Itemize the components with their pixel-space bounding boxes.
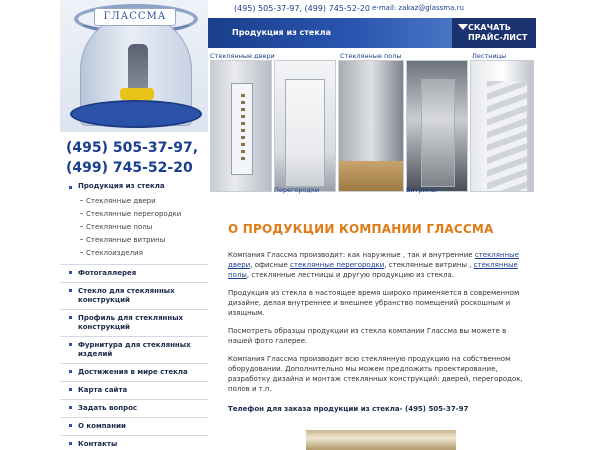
nav-sub-showcases[interactable] xyxy=(60,234,208,247)
nav-label: Продукция из стекла xyxy=(78,182,165,190)
gallery-label-showcases[interactable]: Витрины xyxy=(406,186,437,194)
nav-label: Стеклянные перегородки xyxy=(86,210,182,218)
paragraph-4: Компания Глассма производит всю стеклянную продукцию на собственном оборудовании. Дополнительно мы можем предложить проектирование, разработку дизайна и монтаж стеклянных конструкций: дверей, перегородок, полов и т.п. xyxy=(228,355,523,393)
nav-ask-question[interactable] xyxy=(60,399,208,417)
nav-label: О компании xyxy=(78,422,126,430)
page-heading: О ПРОДУКЦИИ КОМПАНИИ ГЛАССМА xyxy=(228,222,494,236)
logo[interactable]: ГЛАССМА xyxy=(94,8,176,26)
section-title-bar xyxy=(208,18,452,48)
nav-products[interactable] xyxy=(60,180,208,195)
nav-achievements[interactable] xyxy=(60,363,208,381)
left-phone-1: (495) 505-37-97, xyxy=(66,140,199,156)
door-shape xyxy=(231,83,253,175)
photo-showcases[interactable] xyxy=(406,60,468,192)
link-glass-floors[interactable]: стеклянные полы xyxy=(228,261,518,279)
gallery-label-floors[interactable]: Стеклянные полы xyxy=(340,52,402,60)
nav-sub-partitions[interactable] xyxy=(60,208,208,221)
nav-label: Фотогаллерея xyxy=(78,269,137,277)
text-fragment: Компания Глассма производит: как наружные , так и внутренние xyxy=(228,251,475,259)
text-fragment: , стеклянные витрины , xyxy=(384,261,474,269)
bullet-icon xyxy=(69,271,72,274)
dash-icon xyxy=(80,226,83,227)
download-arrow-icon xyxy=(458,24,468,30)
gallery-label-doors[interactable]: Стеклянные двери xyxy=(210,52,275,60)
nav-label: Фурнитура для стеклянных изделий xyxy=(78,341,191,358)
header-phones: (495) 505-37-97, (499) 745-52-20 xyxy=(234,4,370,13)
nav-label: Задать вопрос xyxy=(78,404,138,412)
link-glass-doors[interactable]: стеклянные двери xyxy=(228,251,519,269)
paragraph-3: Посмотреть образцы продукции из стекла компании Глассма вы можете в нашей фото галерее. xyxy=(228,327,507,345)
download-price-label: СКАЧАТЬ ПРАЙС-ЛИСТ xyxy=(468,23,528,42)
nav-label: Контакты xyxy=(78,440,118,448)
nav-sub-glassware[interactable] xyxy=(60,247,208,260)
dash-icon xyxy=(80,213,83,214)
bullet-icon xyxy=(69,343,72,346)
photo-glass-floor[interactable] xyxy=(338,60,404,192)
nav-label: Стеклянные полы xyxy=(86,223,153,231)
bullet-icon xyxy=(69,442,72,445)
gallery-label-stairs[interactable]: Лестницы xyxy=(472,52,507,60)
bottom-photo xyxy=(306,430,456,450)
nav-sub-floors[interactable] xyxy=(60,221,208,234)
left-phone-2: (499) 745-52-20 xyxy=(66,160,193,176)
bullet-icon xyxy=(69,186,72,189)
dash-icon xyxy=(80,200,83,201)
bullet-icon xyxy=(69,424,72,427)
contact-bar xyxy=(208,0,536,18)
door-pattern xyxy=(241,94,245,164)
left-phones xyxy=(66,138,206,178)
bullet-icon xyxy=(69,388,72,391)
dash-icon xyxy=(80,252,83,253)
bullet-icon xyxy=(69,316,72,319)
bullet-icon xyxy=(69,406,72,409)
sidebar-nav xyxy=(60,180,208,450)
download-price-button[interactable] xyxy=(452,18,536,48)
product-gallery xyxy=(208,52,536,200)
person-figure xyxy=(128,44,148,94)
gallery-label-partitions[interactable]: Перегородки xyxy=(274,186,320,194)
paragraph-2: Продукция из стекла в настоящее время широко применяется в современном дизайне, делая внутреннее и внешнее убранство помещений роскошным и изящным. xyxy=(228,289,520,317)
photo-glass-door[interactable] xyxy=(210,60,272,192)
nav-glass-for-constructions[interactable] xyxy=(60,282,208,309)
nav-label: Стекло для стеклянных конструкций xyxy=(78,287,175,304)
photo-partitions[interactable] xyxy=(274,60,336,192)
nav-label: Стеклянные витрины xyxy=(86,236,166,244)
booth-base xyxy=(70,100,202,128)
hero-image xyxy=(60,0,208,132)
section-title: Продукция из стекла xyxy=(232,28,332,37)
nav-contacts[interactable] xyxy=(60,435,208,450)
partition-pane xyxy=(285,79,325,187)
main-content xyxy=(228,222,528,422)
nav-gallery[interactable] xyxy=(60,264,208,282)
photo-stairs[interactable] xyxy=(470,60,534,192)
header-email[interactable]: e-mail: zakaz@glassma.ru xyxy=(372,4,464,12)
showcase-pane xyxy=(421,79,455,187)
bullet-icon xyxy=(69,370,72,373)
stairs-shape xyxy=(487,81,527,191)
text-fragment: , офисные xyxy=(250,261,291,269)
left-column xyxy=(60,0,208,450)
bullet-icon xyxy=(69,289,72,292)
floor-shape xyxy=(339,161,403,191)
text-fragment: , стеклянные лестницы и другую продукцию из стекла. xyxy=(246,271,455,279)
intro-paragraph xyxy=(228,250,528,280)
dash-icon xyxy=(80,239,83,240)
nav-profile[interactable] xyxy=(60,309,208,336)
nav-sitemap[interactable] xyxy=(60,381,208,399)
chair xyxy=(120,88,154,100)
nav-label: Стеклоизделия xyxy=(86,249,143,257)
nav-label: Достижения в мире стекла xyxy=(78,368,188,376)
nav-sub-doors[interactable] xyxy=(60,195,208,208)
order-phone-line: Телефон для заказа продукции из стекла- (495) 505-37-97 xyxy=(228,405,469,413)
link-glass-partitions[interactable]: стеклянные перегородки xyxy=(290,261,385,269)
nav-about[interactable] xyxy=(60,417,208,435)
nav-label: Стеклянные двери xyxy=(86,197,156,205)
nav-label: Профиль для стеклянных конструкций xyxy=(78,314,184,331)
nav-label: Карта сайта xyxy=(78,386,128,394)
nav-fittings[interactable] xyxy=(60,336,208,363)
